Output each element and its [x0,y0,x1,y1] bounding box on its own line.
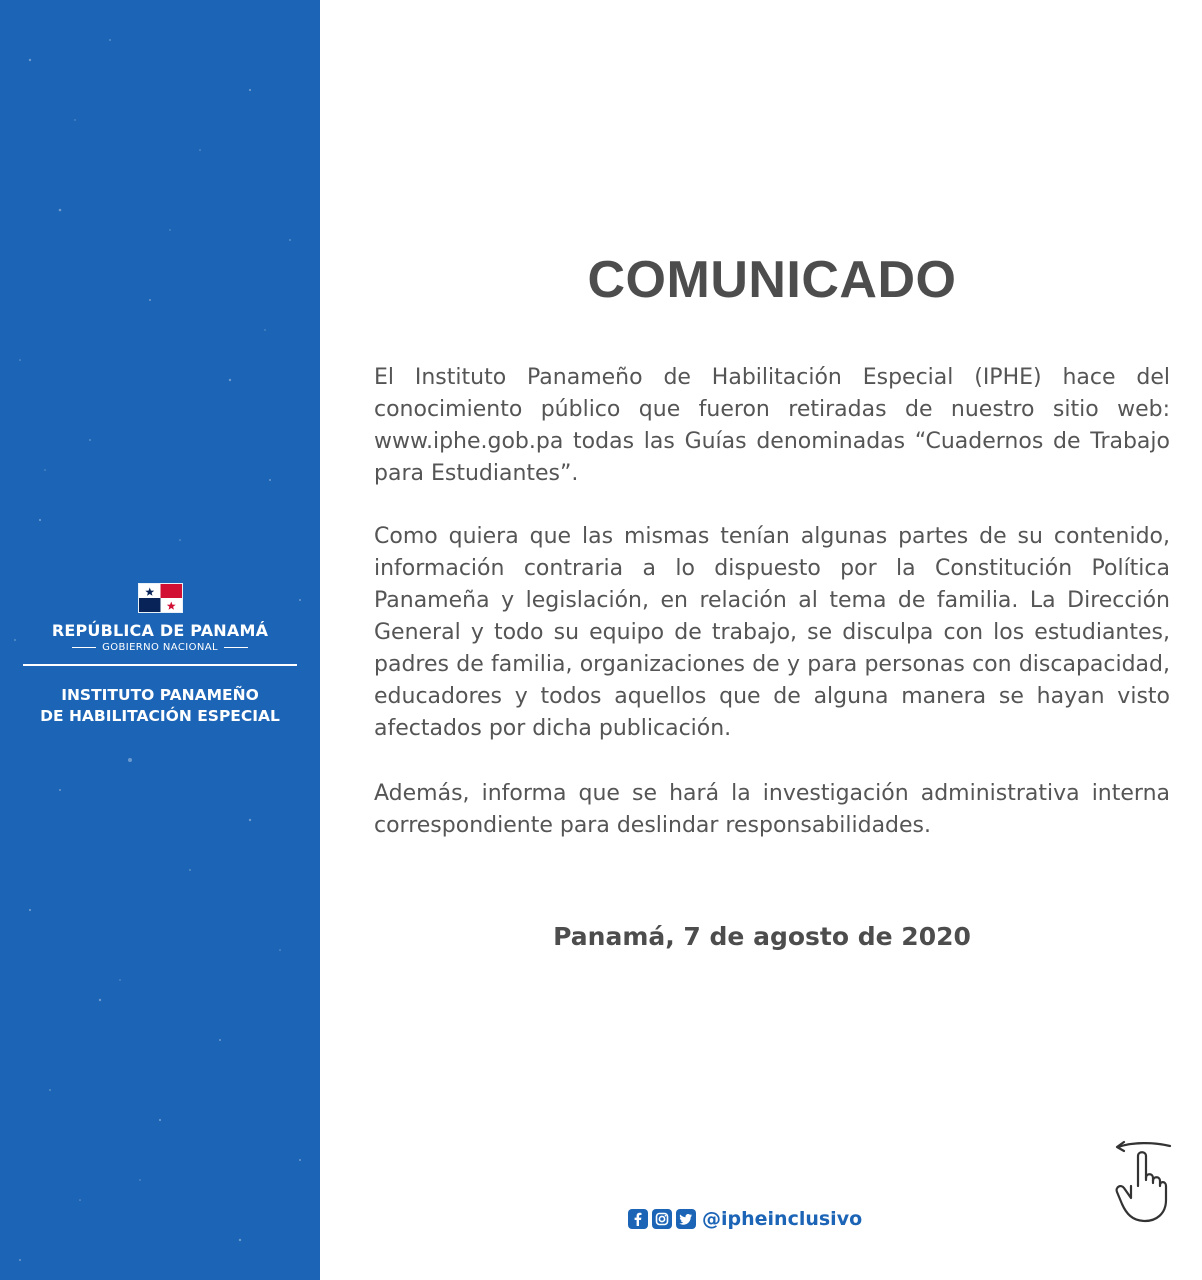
dash-right [224,647,248,648]
paragraph-2: Como quiera que las mismas tenían algunas partes de su contenido, información contraria a lo dispuesto por la Constitución Política Panameña y legislación, en relación al tema de familia. La Dirección General y todo su equipo de trabajo, se disculpa con los estudiantes, padres de familia, organizaciones de y para personas con discapacidad, educadores y todos aquellos que de alguna manera se hayan visto afectados por dicha publicación. [374,524,1170,741]
facebook-icon[interactable] [628,1209,648,1229]
dash-left [72,647,96,648]
government-title: REPÚBLICA DE PANAMÁ [51,621,269,640]
speckle-texture [0,0,320,1280]
government-subtitle [20,642,300,653]
social-footer [628,1206,862,1232]
date-line: Panamá, 7 de agosto de 2020 [553,922,971,951]
twitter-icon[interactable] [676,1209,696,1229]
page-title: COMUNICADO [587,251,957,309]
institute-name-line2: DE HABILITACIÓN ESPECIAL [40,707,280,725]
paragraph-1: El Instituto Panameño de Habilitación Especial (IPHE) hace del conocimiento público que fueron retiradas de nuestro sitio web: www.iphe.gob.pa todas las Guías denominadas “Cuadernos de Trabajo para Estudiantes”. [374,365,1170,486]
instagram-icon[interactable] [652,1209,672,1229]
panama-flag-icon [138,583,183,613]
institute-name-line1: INSTITUTO PANAMEÑO [61,686,259,704]
sidebar-divider [23,664,297,666]
paragraph-3: Además, informa que se hará la investigación administrativa interna correspondiente para deslindar responsabilidades. [374,781,1170,838]
social-handle[interactable]: @ipheinclusivo [702,1208,863,1230]
swipe-left-hand-icon [1112,1138,1174,1224]
institute-name [10,685,310,727]
sidebar [0,0,320,1280]
government-subtitle-text: GOBIERNO NACIONAL [102,642,218,653]
